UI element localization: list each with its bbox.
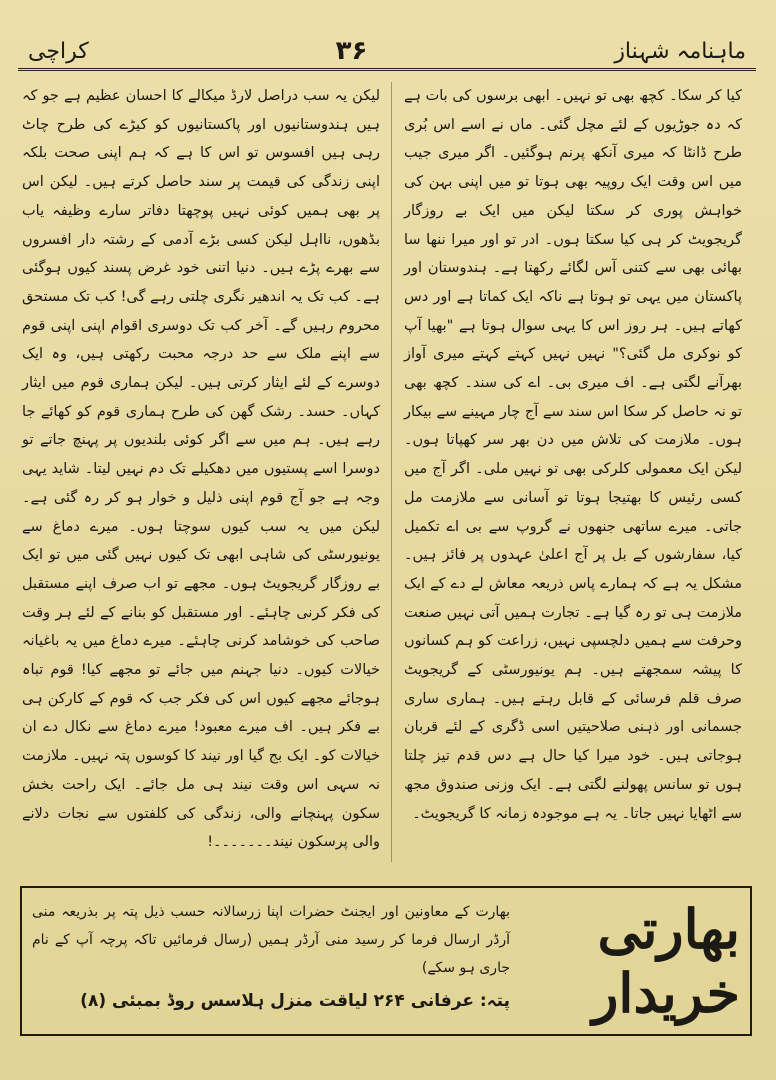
right-column [404, 82, 742, 872]
ad-text: بھارت کے معاونین اور ایجنٹ حضرات اپنا زرسالانہ حسب ذیل پتہ پر بذریعہ منی آرڈر ارسال فرما کر رسید منی آرڈر ہمیں (رسال فرمائیں تاکہ پرچہ آپ کے نام جاری ہو سکے) [32, 904, 510, 976]
advertisement-box [20, 886, 752, 1036]
column-divider [391, 82, 392, 862]
page-header [18, 18, 756, 71]
left-column-text: لیکن یہ سب دراصل لارڈ میکالے کا احسان عظیم ہے جو کہ ہیں ہندوستانیوں اور پاکستانیوں کو کیڑے کی طرح چاٹ رہی ہیں افسوس تو اس کا ہے کہ ہم اپنی صحت بلکہ اپنی زندگی کی قیمت پر سند حاصل کرتے ہیں۔ لیکن اس پر بھی ہمیں کوئی نہیں پوچھتا دفاتر سارے وظیفہ یاب بڈھوں، نااہل لیکن کسی بڑے آدمی کے رشتہ دار افسروں سے بھرے پڑے ہیں۔ دنیا اتنی خود غرض پسند کیوں ہوگئی ہے۔ کب تک یہ اندھیر نگری چلتی رہے گی! کب تک مستحق محروم رہیں گے۔ آخر کب تک دوسری اقوام اپنی اپنی قوم سے اپنے ملک سے حد درجہ محبت رکھتی ہیں، وہ ایک دوسرے کے لئے ایثار کرتی ہیں۔ لیکن ہماری قوم میں ایثار کہاں۔ حسد۔ رشک گھن کی طرح ہماری قوم کو کھائے جا رہے ہیں۔ ہم میں سے اگر کوئی بلندیوں پر پہنچ جاتے تو دوسرا اسے پستیوں میں دھکیلے تک دم نہیں لیتا۔ شاید یہی وجہ ہے جو آج قوم اپنی ذلیل و خوار ہو کر رہ گئی ہے۔ لیکن میں یہ سب کیوں سوچتا ہوں۔ میرے دماغ سے یونیورسٹی کی شاہی ابھی تک کیوں نہیں گئی میں تو ایک بے روزگار گریجویٹ ہوں۔ مجھے تو اب صرف اپنے مستقبل کی فکر کرنی چاہئے۔ اور مستقبل کو بنانے کے لئے ہر وقت صاحب کی خوشامد کرنی چاہئے۔ میرے دماغ میں یہ باغیانہ خیالات کیوں۔ دنیا جہنم میں جائے تو مجھے کیا! قوم تباہ ہوجائے مجھے کیوں اس کی فکر جب کہ قوم کے کارکن ہی بے فکر ہیں۔ اف میرے معبود! میرے دماغ سے نکال دے ان خیالات کو۔ ایک بج گیا اور نیند کا کوسوں پتہ نہیں۔ ملازمت نہ سہی اس وقت نیند ہی مل جائے۔ ایک راحت بخش سکون پہنچانے والی، زندگی کی کلفتوں سے نجات دلانے والی پرسکون نیند۔۔۔۔۔۔۔! [22, 88, 380, 851]
right-column-text: کیا کر سکا۔ کچھ بھی تو نہیں۔ ابھی برسوں کی بات ہے کہ دہ جوڑیوں کے لئے مچل گئی۔ ماں نے اسے اس بُری طرح ڈانٹا کہ میری آنکھ پرنم ہوگئیں۔ اگر میری جیب میں اس وقت ایک روپیہ بھی ہوتا تو میں اپنی بہن کی خواہش پوری کر سکتا لیکن میں ایک بے روزگار گریجویٹ کر ہی کیا سکتا ہوں۔ ادر تو اور میرا ننھا سا بھائی بھی سے کتنی آس لگائے رکھتا ہے۔ ہندوستان اور پاکستان میں یہی تو ہوتا ہے ناکہ ایک کماتا ہے اور دس کھاتے ہیں۔ ہر روز اس کا یہی سوال ہوتا ہے "بھیا آپ کو نوکری مل گئی؟" نہیں نہیں کہتے کہتے میری آواز بھرآنے لگتی ہے۔ اف میری بی۔ اے کی سند۔ کچھ بھی تو نہ حاصل کر سکا اس سند سے آج چار مہینے سے بیکار ہوں۔ ملازمت کی تلاش میں دن بھر سر کھپاتا ہوں۔ لیکن ایک معمولی کلرکی بھی تو نہیں ملی۔ اگر آج میں کسی رئیس کا بھتیجا ہوتا تو آسانی سے ملازمت مل جاتی۔ میرے ساتھی جنھوں نے گروپ سے بی اے تکمیل کیا، سفارشوں کے بل پر آج اعلیٰ عہدوں پر فائز ہیں۔ مشکل یہ ہے کہ ہمارے پاس ذریعہ معاش لے دے کے ایک ملازمت ہی تو رہ گیا ہے۔ تجارت ہمیں آتی نہیں صنعت وحرفت سے ہمیں دلچسپی نہیں، زراعت کو ہم کسانوں کا پیشہ سمجھتے ہیں۔ ہم یونیورسٹی کے گریجویٹ صرف قلم فرسائی کے قابل رہتے ہیں۔ ہماری ساری جسمانی اور ذہنی صلاحیتیں اسی ڈگری کے لئے قربان ہوجاتی ہیں۔ خود میرا کیا حال ہے دس قدم تیز چلتا ہوں تو سانس پھولنے لگتی ہے۔ ایک وزنی صندوق مجھ سے اٹھایا نہیں جاتا۔ یہ ہے موجودہ زمانہ کا گریجویٹ۔ [404, 88, 742, 822]
magazine-title: ماہنامہ شہناز [614, 39, 746, 64]
ad-brand-title: بھارتی خریدار [592, 897, 740, 1025]
ad-address: پتہ: عرفانی ۲۶۴ لیاقت منزل ہلاسس روڈ بمبئی (۸) [80, 991, 510, 1011]
page-number: ۳۶ [335, 36, 368, 66]
city-name: کراچی [28, 39, 89, 64]
left-column [22, 82, 380, 872]
